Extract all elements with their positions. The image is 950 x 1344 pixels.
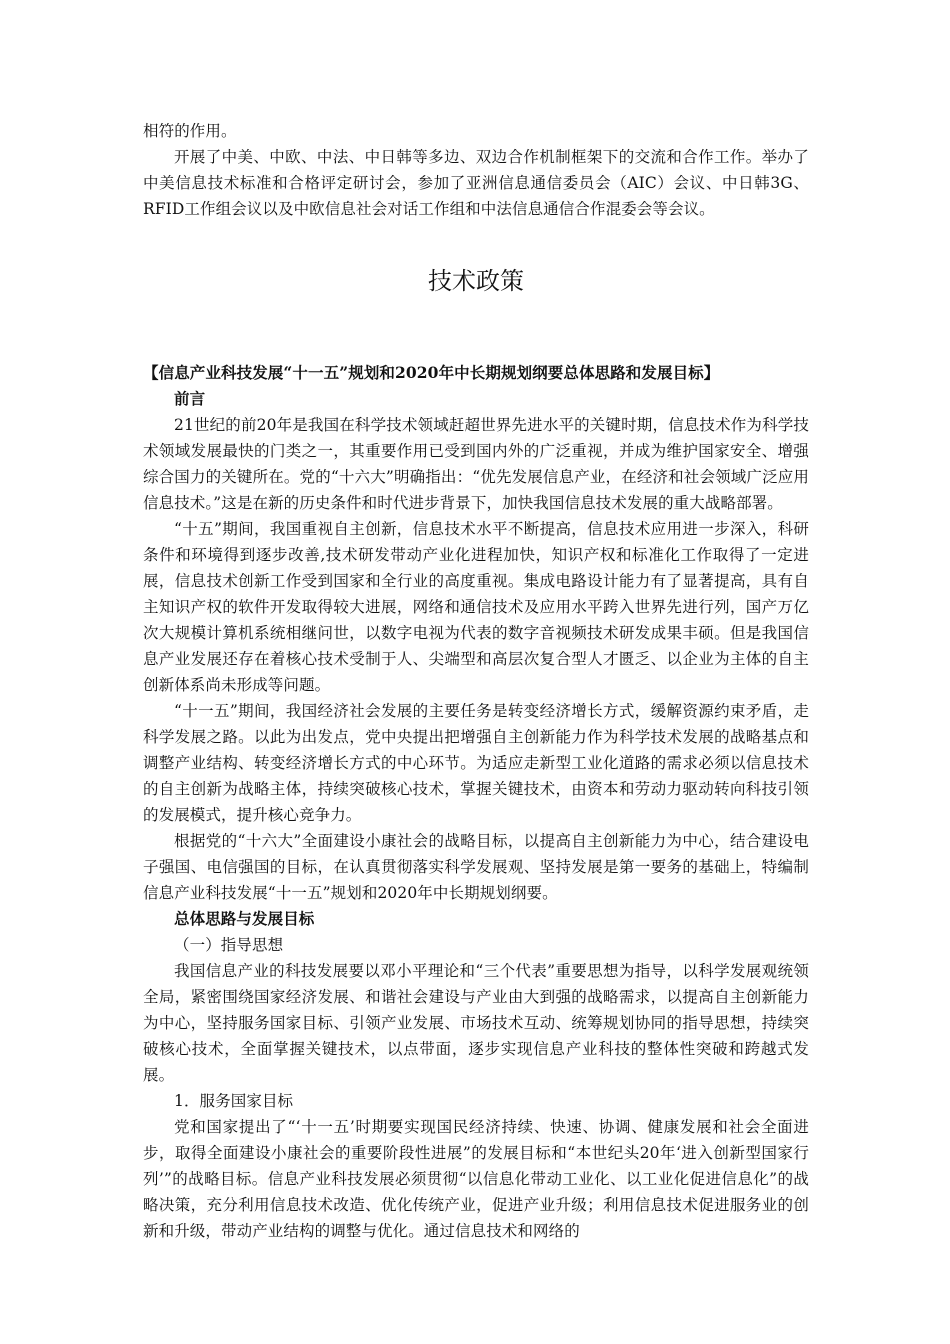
guiding-heading: （一）指导思想 xyxy=(174,936,284,954)
body-paragraph: 21世纪的前20年是我国在科学技术领域赶超世界先进水平的关键时期，信息技术作为科学技术领域发展最快的门类之一，其重要作用已受到国内外的广泛重视，并成为维护国家安全、增强综合国力的关键所在。党的“十六大”明确指出：“优先发展信息产业，在经济和社会领域广泛应用信息技术。”这是在新的历史条件和时代进步背景下，加快我国信息技术发展的重大战略部署。 xyxy=(143,416,809,512)
article-title: 【信息产业科技发展“十一五”规划和2020年中长期规划纲要总体思路和发展目标】 xyxy=(143,363,720,382)
overall-heading: 总体思路与发展目标 xyxy=(174,909,315,928)
intro-paragraph: 开展了中美、中欧、中法、中日韩等多边、双边合作机制框架下的交流和合作工作。举办了中美信息技术标准和合格评定研讨会，参加了亚洲信息通信委员会（AIC）会议、中日韩3G、RFID工作组会议以及中欧信息社会对话工作组和中法信息通信合作混委会等会议。 xyxy=(143,148,809,218)
item1-heading: 1．服务国家目标 xyxy=(174,1092,294,1110)
body-paragraph: “十五”期间，我国重视自主创新，信息技术水平不断提高，信息技术应用进一步深入，科研条件和环境得到逐步改善,技术研发带动产业化进程加快，知识产权和标准化工作取得了一定进展，信息技术创新工作受到国家和全行业的高度重视。集成电路设计能力有了显著提高，具有自主知识产权的软件开发取得较大进展，网络和通信技术及应用水平跨入世界先进行列，国产万亿次大规模计算机系统相继问世，以数字电视为代表的数字音视频技术研发成果丰硕。但是我国信息产业发展还存在着核心技术受制于人、尖端型和高层次复合型人才匮乏、以企业为主体的自主创新体系尚未形成等问题。 xyxy=(143,520,809,694)
intro-continuation: 相符的作用。 xyxy=(143,122,237,140)
body-paragraph: 根据党的“十六大”全面建设小康社会的战略目标，以提高自主创新能力为中心，结合建设电子强国、电信强国的目标，在认真贯彻落实科学发展观、坚持发展是第一要务的基础上，特编制信息产业科技发展“十一五”规划和2020年中长期规划纲要。 xyxy=(143,832,809,902)
section-title: 技术政策 xyxy=(428,267,524,295)
body-paragraph: “十一五”期间，我国经济社会发展的主要任务是转变经济增长方式，缓解资源约束矛盾，走科学发展之路。以此为出发点，党中央提出把增强自主创新能力作为科学技术发展的战略基点和调整产业结构、转变经济增长方式的中心环节。为适应走新型工业化道路的需求必须以信息技术的自主创新为战略主体，持续突破核心技术，掌握关键技术，由资本和劳动力驱动转向科技引领的发展模式，提升核心竞争力。 xyxy=(143,702,809,824)
guiding-paragraph: 我国信息产业的科技发展要以邓小平理论和“三个代表”重要思想为指导，以科学发展观统领全局，紧密围绕国家经济发展、和谐社会建设与产业由大到强的战略需求，以提高自主创新能力为中心，坚持服务国家目标、引领产业发展、市场技术互动、统筹规划协同的指导思想，持续突破核心技术，全面掌握关键技术，以点带面，逐步实现信息产业科技的整体性突破和跨越式发展。 xyxy=(143,962,809,1084)
preface-heading: 前言 xyxy=(174,389,206,408)
item1-paragraph: 党和国家提出了“‘十一五’时期要实现国民经济持续、快速、协调、健康发展和社会全面进步，取得全面建设小康社会的重要阶段性进展”的发展目标和“本世纪头20年‘进入创新型国家行列’”的战略目标。信息产业科技发展必须贯彻“以信息化带动工业化、以工业化促进信息化”的战略决策，充分利用信息技术改造、优化传统产业，促进产业升级；利用信息技术促进服务业的创新和升级，带动产业结构的调整与优化。通过信息技术和网络的 xyxy=(143,1118,809,1240)
document-page xyxy=(143,118,809,1244)
